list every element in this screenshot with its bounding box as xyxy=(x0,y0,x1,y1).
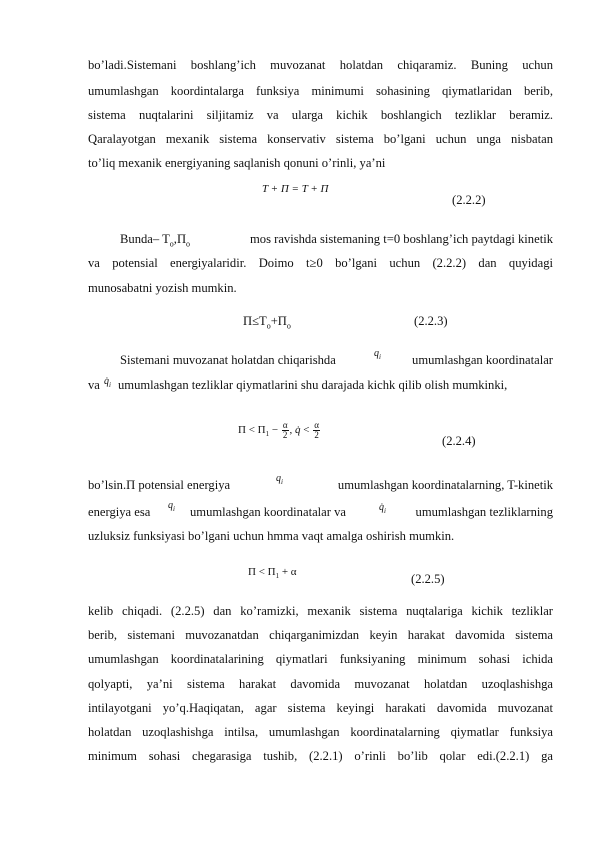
text-line-1: bo’ladi.Sistemani boshlang’ich muvozanat holatdan chiqaramiz. Buning uchun xyxy=(88,58,553,72)
symbol-q-dot: $q̇_i$ xyxy=(104,376,111,389)
equation-number-2-2-4: (2.2.4) xyxy=(442,434,476,448)
text-line-12: energiya esa $q_i$ umumlashgan koordinatalar va $q̇_i$ umumlashgan tezliklarning xyxy=(88,500,553,519)
symbol-q-i: $q_i$ xyxy=(374,348,381,361)
text-line-14: kelib chiqadi. (2.2.5) dan ko’ramizki, mexanik sistema nuqtalariga kichik tezliklar xyxy=(88,604,553,618)
symbol-q-dot: $q̇_i$ xyxy=(379,502,386,515)
text-line-19: holatdan uzoqlashishga intilsa, umumlashgan koordinatalarning qiymatlar funksiya xyxy=(88,725,553,739)
text-line-20: minimum sohasi chegarasiga tushib, (2.2.1) o’rinli bo’lib qolar edi.(2.2.1) ga xyxy=(88,749,553,763)
text-line-4: Qaralayotgan mexanik sistema konservativ sistema bo’lgani uchun unga nisbatan xyxy=(88,132,553,146)
equation-number-2-2-3: (2.2.3) xyxy=(414,314,448,328)
text-line-2: umumlashgan koordintalarga funksiya minimumi sohasining qiymatlaridan berib, xyxy=(88,84,553,98)
text-line-17: qolyapti, ya’ni sistema harakat davomida muvozanat holatdan uzoqlashishga xyxy=(88,677,553,691)
text-line-8: munosabatni yozish mumkin. xyxy=(88,281,237,295)
equation-number-2-2-5: (2.2.5) xyxy=(411,572,445,586)
text-line-13: uzluksiz funksiyasi bo’lgani uchun hmma vaqt amalga oshirish mumkin. xyxy=(88,529,455,543)
equation-2-2-5: $П < П_1 + \alpha$ xyxy=(248,566,297,581)
equation-2-2-2: T + П = T + П xyxy=(262,183,329,195)
equation-2-2-4: $П < П_1$ − $\frac{\alpha}{2}$ , q̇ < $\frac{\alpha}{2}$ xyxy=(238,420,319,440)
symbol-q-i: $q_i$ xyxy=(276,473,283,486)
text-line-15: berib, sistemani muvozanatdan chiqarganimizdan keyin harakat davomida sistema xyxy=(88,628,553,642)
symbol-q-i: $q_i$ xyxy=(168,500,175,513)
text-line-16: umumlashgan koordinatalarining qiymatlari funksiyaning minimum sohasi ichida xyxy=(88,652,553,666)
text-line-11: bo’lsin.П potensial energiya $q_i$ umumlashgan koordinatalarning, T-kinetik xyxy=(88,473,553,492)
equation-number-2-2-2: (2.2.2) xyxy=(452,193,486,207)
text-line-9: Sistemani muvozanat holatdan chiqarishda $q_i$ umumlashgan koordinatalar xyxy=(120,348,553,367)
text-line-10: va $q̇_i$ umumlashgan tezliklar qiymatlarini shu darajada kichk qilib olish mumkinki, xyxy=(88,376,508,392)
equation-2-2-3: $П\le T_o+П_o$ xyxy=(243,314,291,331)
text-line-7: va potensial energiyalaridir. Doimo t≥0 bo’lgani uchun (2.2.2) dan quyidagi xyxy=(88,256,553,270)
text-line-18: intilayotgani yo’q.Haqiqatan, agar sistema keyingi harakati davomida muvozanat xyxy=(88,701,553,715)
text-line-6: Bunda– $T_o,П_o$ mos ravishda sistemaning t=0 boshlang’ich paytdagi kinetik xyxy=(120,232,553,249)
text-line-5: to’liq mexanik energiyaning saqlanish qonuni o’rinli, ya’ni xyxy=(88,156,386,170)
text-line-3: sistema nuqtalarini siljitamiz va ularga kichik boshlangich tezliklar beramiz. xyxy=(88,108,553,122)
